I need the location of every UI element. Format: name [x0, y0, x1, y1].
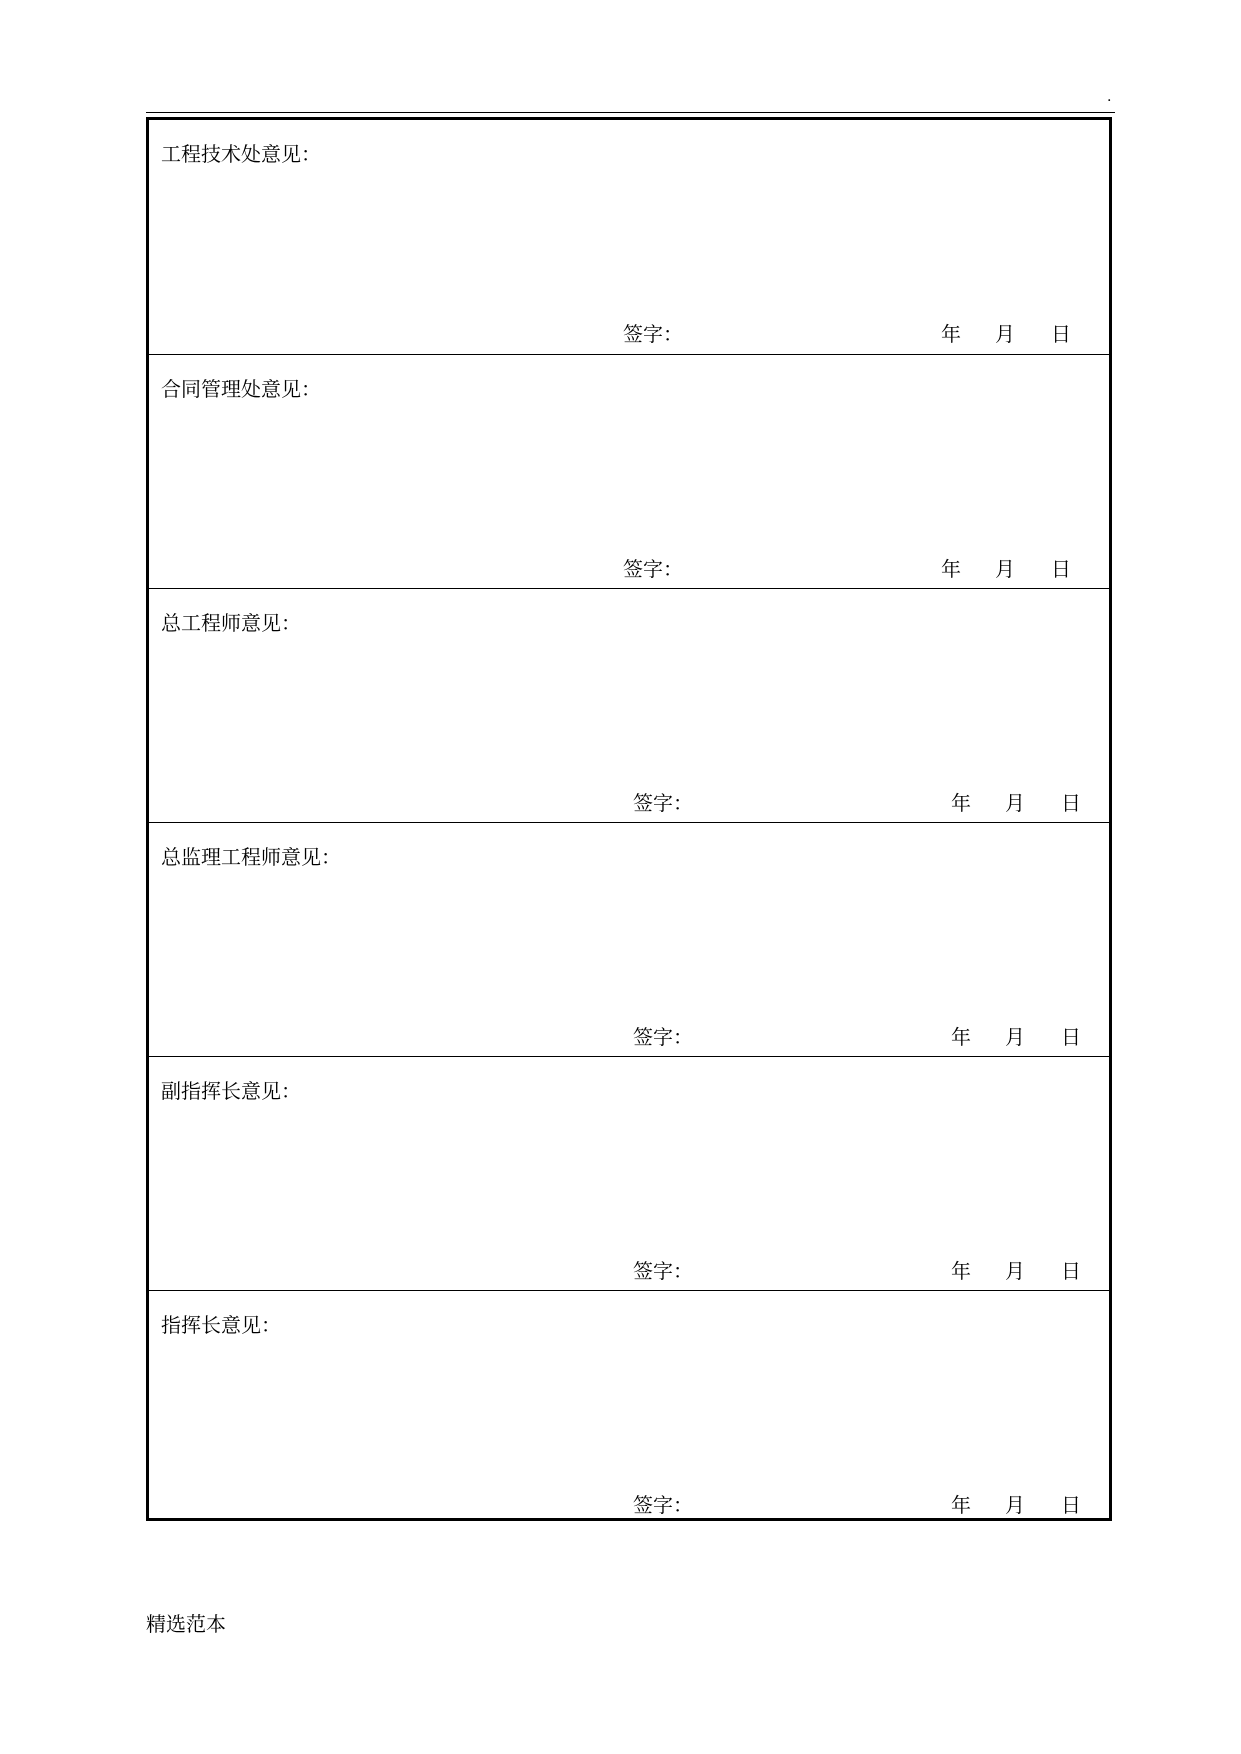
date-day-label: 日	[1051, 322, 1071, 346]
section-contract-management-dept	[149, 354, 1109, 588]
section-chief-supervising-engineer	[149, 822, 1109, 1056]
date-month-label: 月	[995, 322, 1015, 346]
header-rule	[146, 112, 1115, 113]
date-year-label: 年	[941, 322, 961, 346]
date-month-label: 月	[1005, 791, 1025, 815]
section-chief-engineer	[149, 588, 1109, 822]
date-year-label: 年	[941, 557, 961, 581]
section-title: 副指挥长意见：	[161, 1079, 301, 1103]
date-month-label: 月	[1005, 1493, 1025, 1517]
date-year-label: 年	[951, 1493, 971, 1517]
date-day-label: 日	[1061, 1493, 1081, 1517]
section-title: 指挥长意见：	[161, 1313, 281, 1337]
signature-label: 签字：	[623, 557, 683, 581]
date-day-label: 日	[1061, 791, 1081, 815]
section-title: 合同管理处意见：	[161, 377, 321, 401]
approval-form-table	[146, 117, 1112, 1521]
date-day-label: 日	[1051, 557, 1071, 581]
date-year-label: 年	[951, 791, 971, 815]
signature-label: 签字：	[623, 322, 683, 346]
section-engineering-tech-dept	[149, 120, 1109, 354]
date-day-label: 日	[1061, 1259, 1081, 1283]
date-month-label: 月	[1005, 1025, 1025, 1049]
date-month-label: 月	[1005, 1259, 1025, 1283]
section-deputy-commander	[149, 1056, 1109, 1290]
section-title: 工程技术处意见：	[161, 142, 321, 166]
section-title: 总工程师意见：	[161, 611, 301, 635]
date-month-label: 月	[995, 557, 1015, 581]
signature-label: 签字：	[633, 791, 693, 815]
date-year-label: 年	[951, 1259, 971, 1283]
header-mark: .	[1107, 89, 1112, 105]
section-title: 总监理工程师意见：	[161, 845, 341, 869]
footer-text: 精选范本	[146, 1612, 226, 1636]
signature-label: 签字：	[633, 1259, 693, 1283]
section-commander	[149, 1290, 1109, 1518]
date-year-label: 年	[951, 1025, 971, 1049]
signature-label: 签字：	[633, 1025, 693, 1049]
signature-label: 签字：	[633, 1493, 693, 1517]
date-day-label: 日	[1061, 1025, 1081, 1049]
